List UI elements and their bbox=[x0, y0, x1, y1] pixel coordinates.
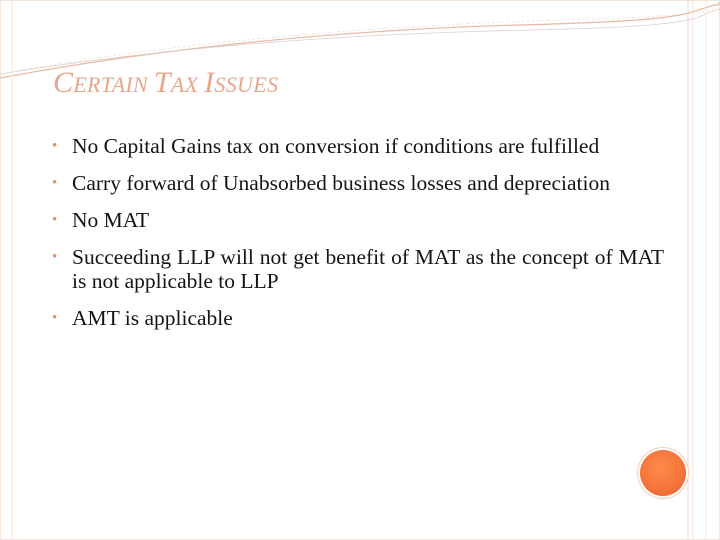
bullet-text: No MAT bbox=[72, 208, 150, 232]
bullet-item bbox=[50, 134, 664, 158]
bullet-item bbox=[50, 245, 664, 293]
bullet-marker-icon: • bbox=[52, 249, 58, 265]
bullet-text: AMT is applicable bbox=[72, 306, 233, 330]
bullet-marker-icon: • bbox=[52, 175, 58, 191]
bullet-item bbox=[50, 306, 664, 330]
title-rest-1: ERTAIN bbox=[73, 72, 154, 97]
bullet-marker-icon: • bbox=[52, 138, 58, 154]
title-cap-3: I bbox=[204, 66, 215, 99]
title-cap-1: C bbox=[53, 66, 74, 99]
title-cap-2: T bbox=[153, 66, 171, 99]
bullet-item bbox=[50, 208, 664, 232]
bullet-text: No Capital Gains tax on conversion if conditions are fulfilled bbox=[72, 134, 600, 158]
bullet-item bbox=[50, 171, 664, 195]
title-rest-2: AX bbox=[170, 72, 205, 97]
bullet-list bbox=[50, 134, 664, 343]
decorative-orb-icon bbox=[640, 450, 686, 496]
bullet-marker-icon: • bbox=[52, 212, 58, 228]
slide-title bbox=[53, 66, 278, 100]
bullet-text: Succeeding LLP will not get benefit of MAT as the concept of MAT is not applicable to LLP bbox=[72, 245, 664, 293]
bullet-text: Carry forward of Unabsorbed business losses and depreciation bbox=[72, 171, 610, 195]
bullet-marker-icon: • bbox=[52, 310, 58, 326]
title-rest-3: SSUES bbox=[214, 72, 279, 97]
